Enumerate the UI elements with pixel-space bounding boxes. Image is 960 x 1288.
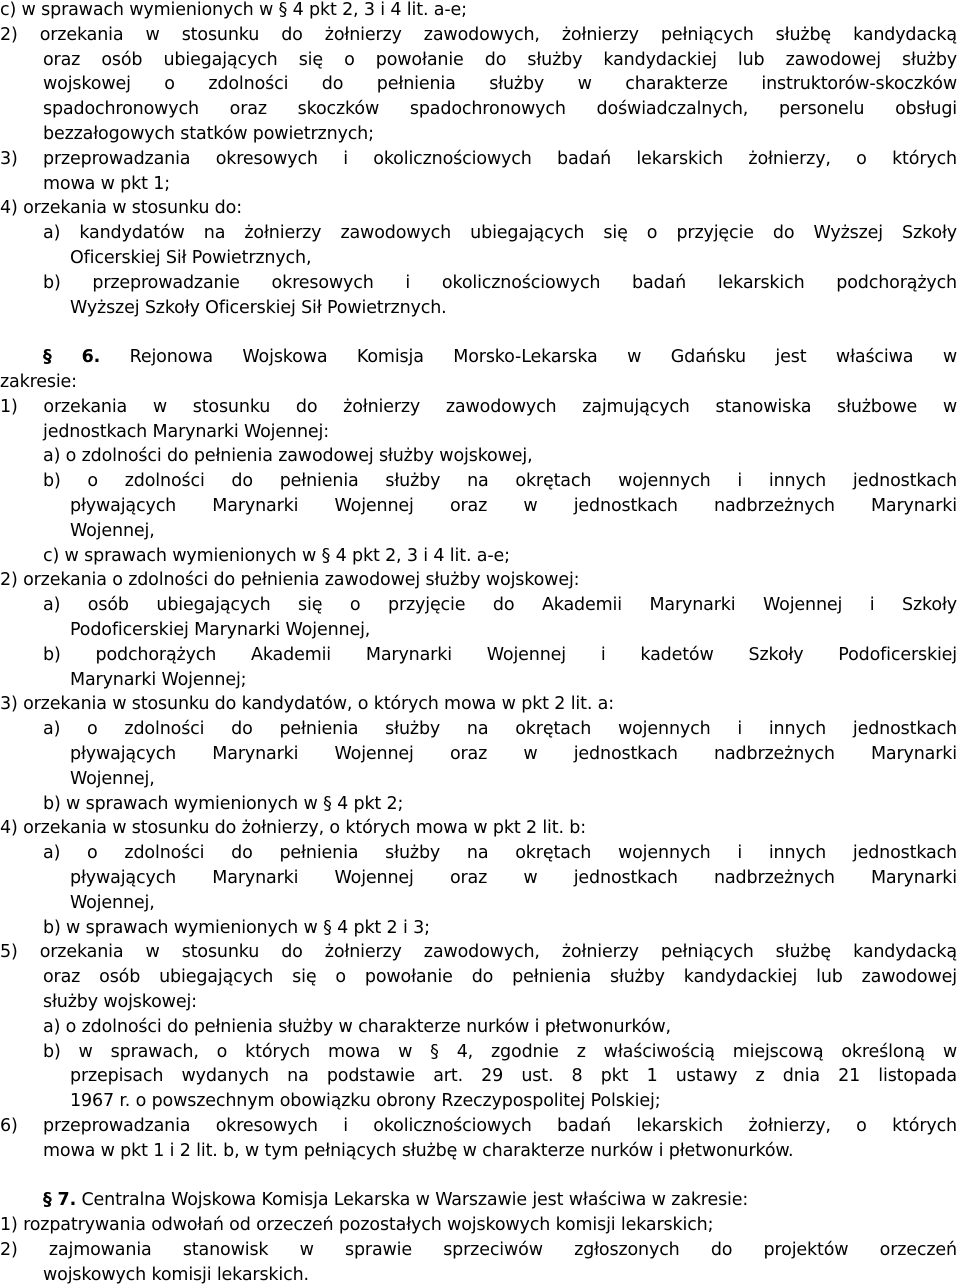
text-line: 1) rozpatrywania odwołań od orzeczeń pozostałych wojskowych komisji lekarskich; — [0, 1215, 714, 1236]
text-line: pływających Marynarki Wojennej oraz w jednostkach nadbrzeżnych Marynarki — [70, 744, 957, 764]
text-line: b) o zdolności do pełnienia służby na okrętach wojennych i innych jednostkach — [43, 471, 957, 492]
text-line: c) w sprawach wymienionych w § 4 pkt 2, 3 i 4 lit. a-e; — [43, 545, 510, 566]
text-line: b) w sprawach wymienionych w § 4 pkt 2 i 3; — [43, 917, 430, 938]
section-number: § 6. — [43, 347, 101, 368]
text-line: spadochronowych oraz skoczków spadochronowych doświadczalnych, personelu obsługi — [43, 99, 957, 120]
text-line: 4) orzekania w stosunku do żołnierzy, o których mowa w pkt 2 lit. b: — [0, 818, 587, 839]
text-line: a) o zdolności do pełnienia zawodowej służby wojskowej, — [43, 446, 533, 467]
text-line: pływających Marynarki Wojennej oraz w jednostkach nadbrzeżnych Marynarki — [70, 868, 957, 888]
text-line: przepisach wydanych na podstawie art. 29 ust. 8 pkt 1 ustawy z dnia 21 listopada — [70, 1066, 957, 1087]
text-line: wojskowej o zdolności do pełnienia służby w charakterze instruktorów-skoczków — [43, 74, 957, 95]
text-line: a) osób ubiegających się o przyjęcie do Akademii Marynarki Wojennej i Szkoły — [43, 595, 957, 616]
text-line: b) podchorążych Akademii Marynarki Wojennej i kadetów Szkoły Podoficerskiej — [43, 644, 957, 665]
text-line: § 6. Rejonowa Wojskowa Komisja Morsko-Lekarska w Gdańsku jest właściwa w — [43, 347, 957, 368]
text-line: a) o zdolności do pełnienia służby w charakterze nurków i płetwonurków, — [43, 1016, 671, 1037]
text-line: 2) zajmowania stanowisk w sprawie sprzeciwów zgłoszonych do projektów orzeczeń — [0, 1240, 957, 1260]
text-line: służby wojskowej: — [43, 992, 197, 1012]
text-line: b) przeprowadzanie okresowych i okolicznościowych badań lekarskich podchorążych — [43, 272, 957, 293]
text-line: bezzałogowych statków powietrznych; — [43, 124, 374, 144]
text-line: jednostkach Marynarki Wojennej: — [43, 421, 329, 442]
text-line: 1967 r. o powszechnym obowiązku obrony Rzeczypospolitej Polskiej; — [70, 1091, 661, 1112]
text-line: oraz osób ubiegających się o powołanie do służby kandydackiej lub zawodowej służby — [43, 49, 957, 70]
text-line: § 7. Centralna Wojskowa Komisja Lekarska w Warszawie jest właściwa w zakresie: — [43, 1190, 749, 1211]
text-line: Oficerskiej Sił Powietrznych, — [70, 248, 312, 268]
text-line: 4) orzekania w stosunku do: — [0, 198, 242, 219]
text-line: oraz osób ubiegających się o powołanie do pełnienia służby kandydackiej lub zawodowej — [43, 967, 957, 988]
text-line: 3) orzekania w stosunku do kandydatów, o których mowa w pkt 2 lit. a: — [0, 694, 614, 715]
text-line: a) o zdolności do pełnienia służby na okrętach wojennych i innych jednostkach — [43, 719, 957, 740]
text-line: pływających Marynarki Wojennej oraz w jednostkach nadbrzeżnych Marynarki — [70, 496, 957, 516]
text-line: mowa w pkt 1; — [43, 173, 170, 194]
text-line: 2) orzekania o zdolności do pełnienia zawodowej służby wojskowej: — [0, 570, 580, 591]
text-line: a) o zdolności do pełnienia służby na okrętach wojennych i innych jednostkach — [43, 843, 957, 864]
text-line: 2) orzekania w stosunku do żołnierzy zawodowych, żołnierzy pełniących służbę kandydacką — [0, 24, 957, 45]
text-line: 5) orzekania w stosunku do żołnierzy zawodowych, żołnierzy pełniących służbę kandydacką — [0, 942, 957, 963]
section-number: § 7. — [43, 1190, 77, 1211]
text-line: b) w sprawach wymienionych w § 4 pkt 2; — [43, 793, 404, 814]
text-line: Wojennej, — [70, 892, 155, 913]
text-line: c) w sprawach wymienionych w § 4 pkt 2, 3 i 4 lit. a-e; — [0, 0, 467, 20]
text-line: Podoficerskiej Marynarki Wojennej, — [70, 620, 371, 640]
text-line: mowa w pkt 1 i 2 lit. b, w tym pełniących służbę w charakterze nurków i płetwonurków. — [43, 1140, 794, 1161]
text-line: Wojennej, — [70, 768, 155, 789]
text-line: 1) orzekania w stosunku do żołnierzy zawodowych zajmujących stanowiska służbowe w — [0, 396, 957, 417]
text-line: a) kandydatów na żołnierzy zawodowych ubiegających się o przyjęcie do Wyższej Szkoły — [43, 223, 957, 244]
text-line: Wojennej, — [70, 520, 155, 541]
text-line: 3) przeprowadzania okresowych i okolicznościowych badań lekarskich żołnierzy, o których — [0, 148, 957, 169]
text-line: zakresie: — [0, 372, 77, 392]
text-line: wojskowych komisji lekarskich. — [43, 1264, 309, 1285]
text-line: Wyższej Szkoły Oficerskiej Sił Powietrznych. — [70, 297, 447, 318]
text-line: 6) przeprowadzania okresowych i okolicznościowych badań lekarskich żołnierzy, o których — [0, 1116, 957, 1136]
text-line: b) w sprawach, o których mowa w § 4, zgodnie z właściwością miejscową określoną w — [43, 1041, 957, 1062]
text-line: Marynarki Wojennej; — [70, 669, 247, 690]
